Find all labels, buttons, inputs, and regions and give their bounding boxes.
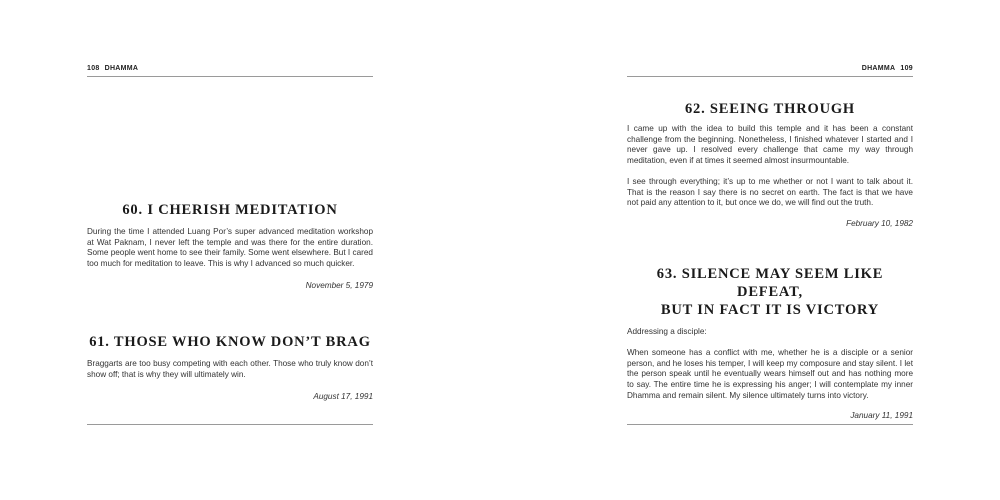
entry-date: August 17, 1991 xyxy=(313,392,373,402)
paragraph: I see through everything; it’s up to me whether or not I want to talk about it. That is the reason I say there is no secret on earth. The fact is that we have not paid any attention to it, but once we do, we will find out the truth. xyxy=(627,176,913,208)
paragraph: Braggarts are too busy competing with each other. Those who truly know don’t show off; that is why they will ultimately win. xyxy=(87,359,373,379)
paragraph: Addressing a disciple: xyxy=(627,327,707,336)
left-page xyxy=(87,0,373,500)
entry-date: January 11, 1991 xyxy=(850,411,913,421)
running-head xyxy=(87,64,373,77)
header-title: DHAMMA xyxy=(104,65,139,72)
section-body xyxy=(627,327,913,401)
bottom-rule xyxy=(627,424,913,425)
entry-date: November 5, 1979 xyxy=(305,281,373,291)
section-63 xyxy=(627,265,913,420)
paragraph: When someone has a conflict with me, whether he is a disciple or a senior person, and he loses his temper, I will keep my composure and stay silent. I let the person speak until he eventually wears himself out and has nothing more to say. The entire time he is expressing his anger; I will contemplate my inner Dhamma and remain silent. My silence ultimately turns into victory. xyxy=(627,348,913,400)
paragraph: During the time I attended Luang Por’s super advanced meditation workshop at Wat Paknam, I never left the temple and was there for the entire duration. Some people went home to see their family. Some went elsewhere. But I cared too much for meditation to leave. This is why I advanced so much quicker. xyxy=(87,227,373,268)
paragraph: I came up with the idea to build this temple and it has been a constant challenge from the beginning. Nonetheless, I finished whatever I started and I never gave up. I resolved every challenge that came my way through meditation, even if at times it seemed almost insurmountable. xyxy=(627,124,913,165)
section-62 xyxy=(627,100,913,228)
section-body xyxy=(87,227,373,269)
section-body xyxy=(87,359,373,380)
section-title-line: BUT IN FACT IT IS VICTORY xyxy=(660,302,880,318)
page-number: 108 xyxy=(87,65,100,72)
section-title xyxy=(627,265,913,319)
section-title: 62. SEEING THROUGH xyxy=(684,101,856,117)
header-title: DHAMMA xyxy=(861,65,896,72)
section-61 xyxy=(87,333,373,401)
section-body xyxy=(627,124,913,209)
section-title: 61. THOSE WHO KNOW DON’T BRAG xyxy=(89,334,371,350)
running-head xyxy=(627,64,913,77)
page-number: 109 xyxy=(900,65,913,72)
right-page xyxy=(627,0,913,500)
section-60 xyxy=(87,201,373,290)
section-title-line: 63. SILENCE MAY SEEM LIKE DEFEAT, xyxy=(656,266,884,300)
bottom-rule xyxy=(87,424,373,425)
section-title: 60. I CHERISH MEDITATION xyxy=(122,202,338,218)
entry-date: February 10, 1982 xyxy=(846,218,913,228)
